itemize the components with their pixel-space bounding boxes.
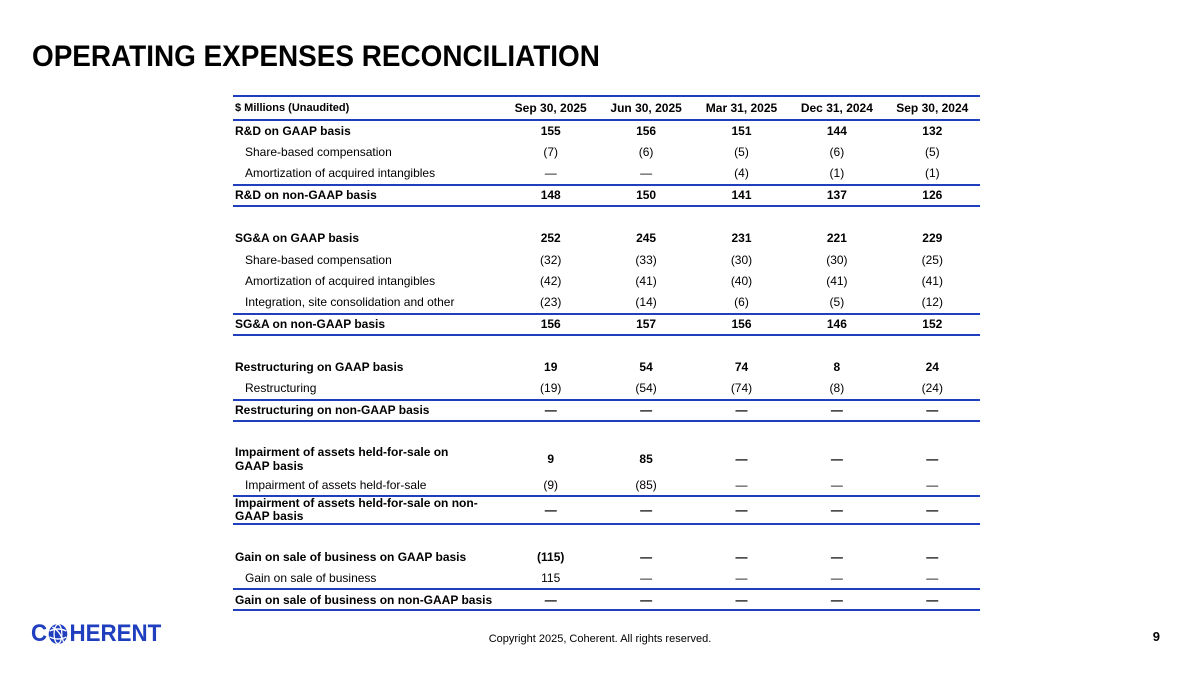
cell-value: — (598, 589, 693, 610)
column-header: Dec 31, 2024 (789, 96, 884, 120)
cell-value: (24) (921, 381, 943, 396)
table-header-row (233, 96, 980, 120)
row-label: SG&A on non-GAAP basis (233, 314, 503, 335)
cell-value: (32) (540, 252, 562, 267)
cell-value: 8 (833, 360, 841, 375)
cell-value: 144 (826, 124, 847, 139)
cell-value: (12) (921, 295, 943, 310)
cell-value: 229 (922, 231, 943, 246)
row-label: Amortization of acquired intangibles (245, 166, 436, 181)
cell-value: 146 (789, 314, 884, 335)
cell-value: (19) (540, 381, 562, 396)
row-label: Share-based compensation (245, 145, 392, 160)
table-row (233, 378, 980, 400)
cell-value: — (694, 400, 789, 421)
cell-value: — (640, 570, 653, 585)
cell-value: — (735, 570, 748, 585)
cell-value: (5) (924, 145, 940, 160)
row-label: Impairment of assets held-for-sale on GAAP basis (235, 444, 449, 473)
cell-value: (5) (734, 145, 749, 160)
spacer-row (233, 335, 980, 357)
cell-value: — (640, 549, 653, 564)
cell-value: (33) (635, 252, 657, 267)
cell-value: (30) (730, 252, 753, 267)
total-row (233, 589, 980, 610)
cell-value: (4) (734, 166, 749, 181)
cell-value: 152 (885, 314, 980, 335)
cell-value: — (503, 589, 598, 610)
cell-value: — (503, 400, 598, 421)
cell-value: — (789, 589, 884, 610)
cell-value: — (789, 496, 884, 524)
cell-value: (54) (635, 381, 657, 396)
cell-value: — (830, 477, 843, 492)
column-header: Sep 30, 2025 (503, 96, 598, 120)
row-label: Restructuring on non-GAAP basis (233, 400, 503, 421)
cell-value: — (926, 477, 939, 492)
cell-value: 9 (547, 451, 555, 466)
cell-value: — (735, 451, 748, 466)
cell-value: — (598, 496, 693, 524)
row-label: Restructuring on GAAP basis (235, 360, 404, 375)
table-row (233, 142, 980, 164)
table-row (233, 546, 980, 568)
cell-value: (42) (540, 274, 562, 289)
cell-value: (6) (734, 295, 749, 310)
cell-value: — (926, 451, 939, 466)
cell-value: 74 (734, 360, 749, 375)
cell-value: (6) (638, 145, 654, 160)
cell-value: (85) (635, 477, 657, 492)
row-label: Restructuring (245, 381, 317, 396)
cell-value: (6) (829, 145, 845, 160)
cell-value: — (926, 549, 939, 564)
total-row (233, 496, 980, 524)
cell-value: 156 (694, 314, 789, 335)
cell-value: 148 (503, 185, 598, 206)
table-row (233, 228, 980, 250)
row-label: Gain on sale of business on non-GAAP basis (233, 589, 503, 610)
total-row (233, 314, 980, 335)
table-row (233, 163, 980, 185)
cell-value: (1) (829, 166, 845, 181)
cell-value: 157 (598, 314, 693, 335)
cell-value: 252 (540, 231, 561, 246)
cell-value: (14) (635, 295, 657, 310)
cell-value: — (694, 496, 789, 524)
cell-value: (1) (924, 166, 940, 181)
cell-value: 54 (639, 360, 653, 375)
cell-value: — (789, 400, 884, 421)
page-title: OPERATING EXPENSES RECONCILIATION (32, 40, 600, 73)
cell-value: — (598, 400, 693, 421)
cell-value: (41) (635, 274, 657, 289)
cell-value: 85 (639, 451, 653, 466)
table-row (233, 292, 980, 314)
table-row (233, 249, 980, 271)
column-header: Sep 30, 2024 (885, 96, 980, 120)
row-label: Amortization of acquired intangibles (245, 274, 436, 289)
cell-value: (41) (921, 274, 943, 289)
row-label: SG&A on GAAP basis (235, 231, 360, 246)
row-label: Share-based compensation (245, 252, 392, 267)
cell-value: 141 (694, 185, 789, 206)
cell-value: 155 (540, 124, 561, 139)
cell-value: — (830, 549, 843, 564)
row-label: R&D on non-GAAP basis (233, 185, 503, 206)
cell-value: — (735, 549, 748, 564)
cell-value: 151 (731, 124, 752, 139)
cell-value: — (694, 589, 789, 610)
logo-text-end: HERENT (69, 620, 162, 647)
spacer-row (233, 206, 980, 228)
cell-value: 221 (826, 231, 847, 246)
cell-value: — (885, 589, 980, 610)
cell-value: 132 (922, 124, 943, 139)
cell-value: 245 (636, 231, 657, 246)
cell-value: 24 (925, 360, 939, 375)
total-row (233, 400, 980, 421)
copyright-footer: Copyright 2025, Coherent. All rights reserved. (488, 633, 712, 645)
cell-value: 19 (544, 360, 558, 375)
cell-value: — (735, 477, 748, 492)
table-row (233, 568, 980, 590)
cell-value: 231 (731, 231, 752, 246)
cell-value: — (885, 400, 980, 421)
column-header: Mar 31, 2025 (694, 96, 789, 120)
cell-value: — (885, 496, 980, 524)
cell-value: 126 (885, 185, 980, 206)
cell-value: 137 (789, 185, 884, 206)
cell-value: — (830, 451, 843, 466)
cell-value: 115 (541, 570, 561, 585)
table-row (233, 120, 980, 142)
cell-value: (8) (829, 381, 845, 396)
reconciliation-table (233, 95, 980, 611)
cell-value: — (503, 496, 598, 524)
total-row (233, 185, 980, 206)
cell-value: — (926, 570, 939, 585)
cell-value: (23) (540, 295, 562, 310)
page-number: 9 (1152, 629, 1160, 644)
cell-value: 150 (598, 185, 693, 206)
cell-value: (9) (543, 477, 559, 492)
logo-text-start: C (31, 620, 48, 647)
cell-value: (40) (730, 274, 753, 289)
cell-value: (115) (537, 549, 565, 564)
table-row (233, 357, 980, 379)
spacer-row (233, 421, 980, 443)
row-label: Gain on sale of business (245, 570, 377, 585)
cell-value: (30) (826, 252, 848, 267)
cell-value: — (830, 570, 843, 585)
row-label: Integration, site consolidation and other (245, 295, 455, 310)
row-label: Impairment of assets held-for-sale on non-GAAP basis (233, 496, 503, 524)
row-label: Gain on sale of business on GAAP basis (235, 549, 467, 564)
cell-value: (7) (543, 145, 559, 160)
cell-value: 156 (503, 314, 598, 335)
cell-value: 156 (636, 124, 657, 139)
row-label: Impairment of assets held-for-sale (245, 477, 427, 492)
column-header: Jun 30, 2025 (598, 96, 693, 120)
cell-value: (5) (829, 295, 845, 310)
spacer-row (233, 524, 980, 546)
cell-value: (74) (730, 381, 753, 396)
header-label: $ Millions (Unaudited) (233, 96, 503, 120)
cell-value: (41) (826, 274, 848, 289)
table-row (233, 475, 980, 497)
table-row (233, 443, 980, 475)
cell-value: — (544, 166, 557, 181)
table-row (233, 271, 980, 293)
cell-value: (25) (921, 252, 943, 267)
row-label: R&D on GAAP basis (235, 124, 351, 139)
cell-value: — (640, 166, 653, 181)
